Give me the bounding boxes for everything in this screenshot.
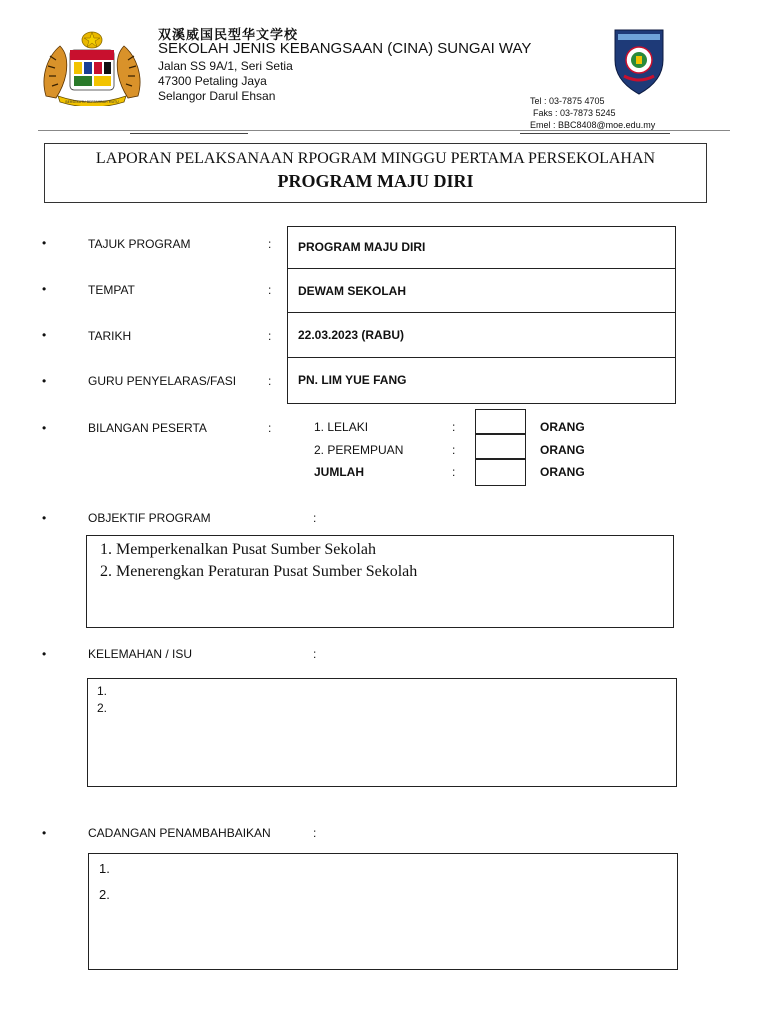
field-value-guru: PN. LIM YUE FANG <box>298 373 407 387</box>
report-title: LAPORAN PELAKSANAAN RPOGRAM MINGGU PERTAMA PERSEKOLAHAN <box>95 150 656 167</box>
section-label-cadangan: CADANGAN PENAMBAHBAIKAN <box>88 826 271 840</box>
bullet-icon: • <box>42 421 47 435</box>
field-value-box-tarikh <box>287 312 676 358</box>
colon: : <box>268 374 272 388</box>
objektif-box <box>86 535 674 628</box>
cadangan-box <box>88 853 678 970</box>
address-line-3: Selangor Darul Ehsan <box>158 89 276 103</box>
peserta-label-lelaki: 1. LELAKI <box>314 420 369 434</box>
field-label-guru: GURU PENYELARAS/FASI <box>88 374 237 388</box>
peserta-unit-jumlah: ORANG <box>540 465 585 479</box>
peserta-count-jumlah-box <box>475 459 526 486</box>
cadangan-item-2: 2. <box>99 887 110 902</box>
contact-fax: Faks : 03-7873 5245 <box>533 108 616 118</box>
field-value-box-tempat <box>287 268 676 313</box>
peserta-count-perempuan-box <box>475 434 526 459</box>
bullet-icon: • <box>42 328 47 342</box>
kelemahan-item-1: 1. <box>97 684 108 698</box>
colon: : <box>268 283 272 297</box>
field-value-box-tajuk <box>287 226 676 269</box>
peserta-unit-lelaki: ORANG <box>540 420 585 434</box>
program-title: PROGRAM MAJU DIRI <box>277 171 474 191</box>
objektif-item-2: 2. Menerengkan Peraturan Pusat Sumber Sekolah <box>100 563 418 580</box>
coat-of-arms-logo <box>38 26 146 106</box>
report-title-box <box>44 143 707 203</box>
field-value-tempat: DEWAM SEKOLAH <box>298 284 406 298</box>
contact-email: Emel : BBC8408@moe.edu.my <box>530 120 656 130</box>
cadangan-item-1: 1. <box>99 861 110 876</box>
bullet-icon: • <box>42 236 47 250</box>
objektif-item-1: 1. Memperkenalkan Pusat Sumber Sekolah <box>100 541 376 558</box>
bullet-icon: • <box>42 374 47 388</box>
address-line-2: 47300 Petaling Jaya <box>158 74 267 88</box>
field-label-tajuk: TAJUK PROGRAM <box>88 237 191 251</box>
colon: : <box>268 421 272 435</box>
colon: : <box>268 237 272 251</box>
kelemahan-box <box>87 678 677 787</box>
bullet-icon: • <box>42 826 47 840</box>
peserta-label-perempuan: 2. PEREMPUAN <box>314 443 404 457</box>
peserta-count-lelaki-box <box>475 409 526 434</box>
section-label-objektif: OBJEKTIF PROGRAM <box>88 511 211 525</box>
colon: : <box>313 511 317 525</box>
bullet-icon: • <box>42 511 47 525</box>
school-chinese-name: 双溪威国民型华文学校 <box>158 28 299 43</box>
colon: : <box>452 443 456 457</box>
field-label-tarikh: TARIKH <box>88 329 132 343</box>
colon: : <box>313 647 317 661</box>
school-name: SEKOLAH JENIS KEBANGSAAN (CINA) SUNGAI WAY <box>158 40 532 57</box>
field-value-tarikh: 22.03.2023 (RABU) <box>298 328 405 342</box>
peserta-label-jumlah: JUMLAH <box>314 465 364 479</box>
address-line-1: Jalan SS 9A/1, Seri Setia <box>158 59 293 73</box>
field-label-tempat: TEMPAT <box>88 283 135 297</box>
colon: : <box>268 329 272 343</box>
bullet-icon: • <box>42 647 47 661</box>
kelemahan-item-2: 2. <box>97 701 108 715</box>
svg-text:BERSEKUTU BERTAMBAH MUTU: BERSEKUTU BERTAMBAH MUTU <box>65 100 119 104</box>
colon: : <box>452 420 456 434</box>
field-value-tajuk: PROGRAM MAJU DIRI <box>298 240 426 254</box>
colon: : <box>313 826 317 840</box>
contact-tel: Tel : 03-7875 4705 <box>530 96 605 106</box>
section-label-kelemahan: KELEMAHAN / ISU <box>88 647 193 661</box>
header-divider-accent-right <box>520 133 670 134</box>
header-divider-accent-left <box>130 133 248 134</box>
school-crest-logo <box>612 26 666 96</box>
peserta-unit-perempuan: ORANG <box>540 443 585 457</box>
colon: : <box>452 465 456 479</box>
header-divider <box>38 130 730 131</box>
field-value-box-guru <box>287 357 676 404</box>
bullet-icon: • <box>42 282 47 296</box>
field-label-peserta: BILANGAN PESERTA <box>88 421 207 435</box>
